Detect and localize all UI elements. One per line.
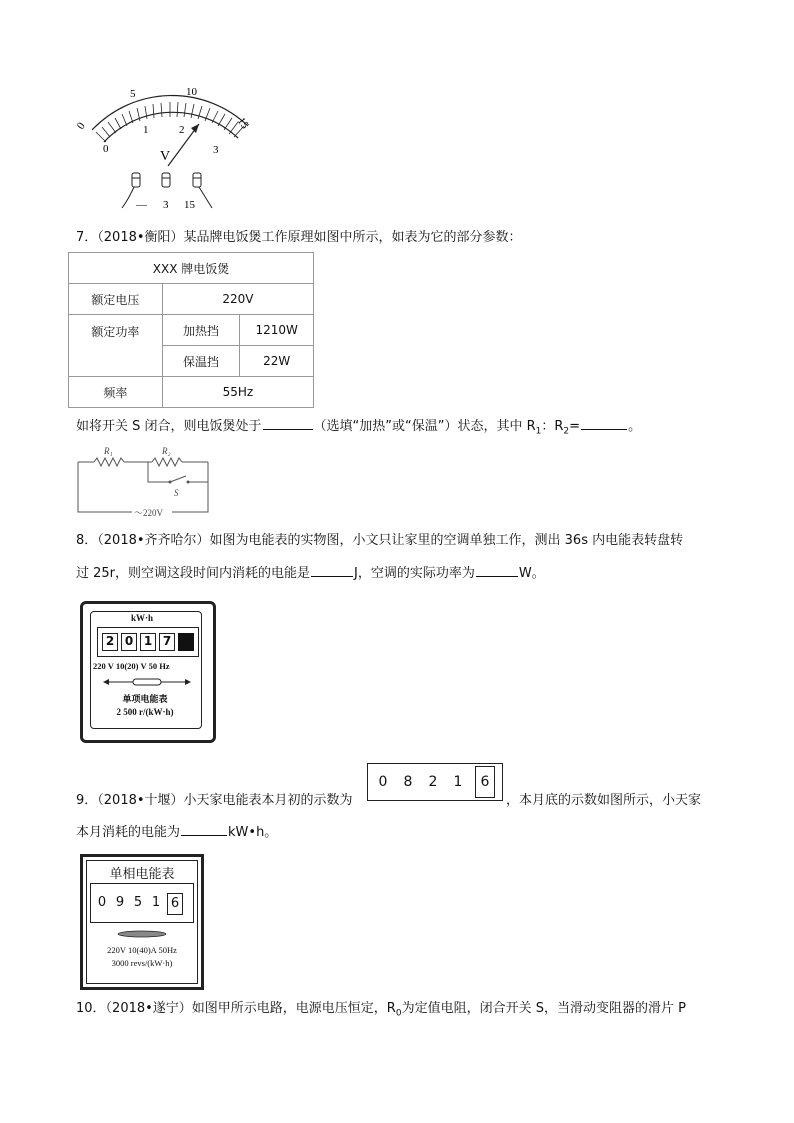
q10-line: 10．（2018•遂宁）如图甲所示电路，电源电压恒定，$R_0$为定值电阻，闭合开关 S，当滑动变阻器的滑片 P	[76, 1001, 686, 1019]
meter-unit: kW·h	[131, 613, 154, 623]
scale-bottom-3: 3	[213, 144, 219, 156]
disc-window-icon	[117, 929, 167, 939]
terminal-neg: —	[136, 199, 147, 211]
scale-bottom-0: 0	[103, 143, 109, 155]
voltmeter-figure	[70, 80, 270, 215]
answer-blank[interactable]	[476, 563, 518, 577]
start-reading-box: 0 8 2 1 6	[367, 763, 503, 801]
meter-title: 单相电能表	[109, 867, 175, 882]
scale-top-15: 15	[234, 115, 251, 132]
q9-line1a: 9．（2018•十堰）小天家电能表本月初的示数为	[76, 793, 353, 808]
spec-table	[68, 252, 314, 408]
spec-title: XXX 牌电饭煲	[69, 253, 314, 284]
keep-label: 保温挡	[162, 346, 240, 377]
answer-blank[interactable]	[581, 416, 627, 430]
q9-line1b: ，本月底的示数如图所示，小天家	[506, 793, 702, 808]
energy-meter-q8	[80, 601, 216, 743]
q8-line1: 8．（2018•齐齐哈尔）如图为电能表的实物图，小文只让家里的空调单独工作，测出 36s 内电能表转盘转	[76, 533, 684, 548]
r2-label: R₂	[162, 446, 171, 456]
rated-power-label: 额定功率	[69, 315, 163, 377]
answer-blank[interactable]	[181, 822, 227, 836]
energy-meter-q9	[80, 854, 204, 990]
scale-bottom-1: 1	[143, 124, 149, 136]
disc-window-icon	[103, 676, 191, 688]
q7-fill-line: 如将开关 S 闭合，则电饭煲处于 （选填“加热”或“保温”）状态，其中 $R_1$：$R_2=$ 。	[76, 416, 641, 442]
rated-voltage-label: 额定电压	[69, 284, 163, 315]
s-label: S	[174, 488, 179, 498]
meter-name: 单项电能表	[122, 695, 168, 705]
answer-blank[interactable]	[263, 416, 313, 430]
meter-rating: 220V 10(40)A 50Hz	[107, 945, 177, 955]
meter-digits: 0 9 5 1 6	[95, 893, 183, 915]
heat-value: 1210W	[240, 315, 314, 346]
q9-line2: 本月消耗的电能为 kW•h。	[76, 822, 277, 843]
terminal-3: 3	[163, 199, 169, 211]
meter-rating: 220 V 10(20) V 50 Hz	[93, 661, 170, 671]
voltmeter-symbol: V	[160, 149, 171, 164]
heat-label: 加热挡	[162, 315, 240, 346]
scale-top-10: 10	[186, 86, 197, 98]
terminal-icon	[132, 173, 201, 187]
terminal-15: 15	[184, 199, 195, 211]
meter-constant: 2 500 r/(kW·h)	[116, 707, 174, 717]
freq-value: 55Hz	[162, 377, 313, 408]
q8-line2: 过 25r，则空调这段时间内消耗的电能是 J，空调的实际功率为 W。	[76, 563, 545, 584]
answer-blank[interactable]	[311, 563, 353, 577]
meter-digits: 2 0 1 7	[102, 633, 194, 651]
rice-cooker-circuit	[76, 444, 226, 522]
supply-label: ～220V	[134, 508, 163, 518]
rated-voltage-value: 220V	[162, 284, 313, 315]
freq-label: 频率	[69, 377, 163, 408]
r1-label: R₁	[104, 446, 113, 456]
q7-prompt: 7．（2018•衡阳）某品牌电饭煲工作原理如图中所示，如表为它的部分参数：	[76, 230, 522, 245]
meter-dark-digit	[178, 633, 194, 651]
scale-top-5: 5	[130, 88, 136, 100]
scale-bottom-2: 2	[179, 124, 185, 136]
meter-constant: 3000 revs/(kW·h)	[111, 958, 173, 968]
scale-top-0: 0	[74, 120, 88, 132]
keep-value: 22W	[240, 346, 314, 377]
